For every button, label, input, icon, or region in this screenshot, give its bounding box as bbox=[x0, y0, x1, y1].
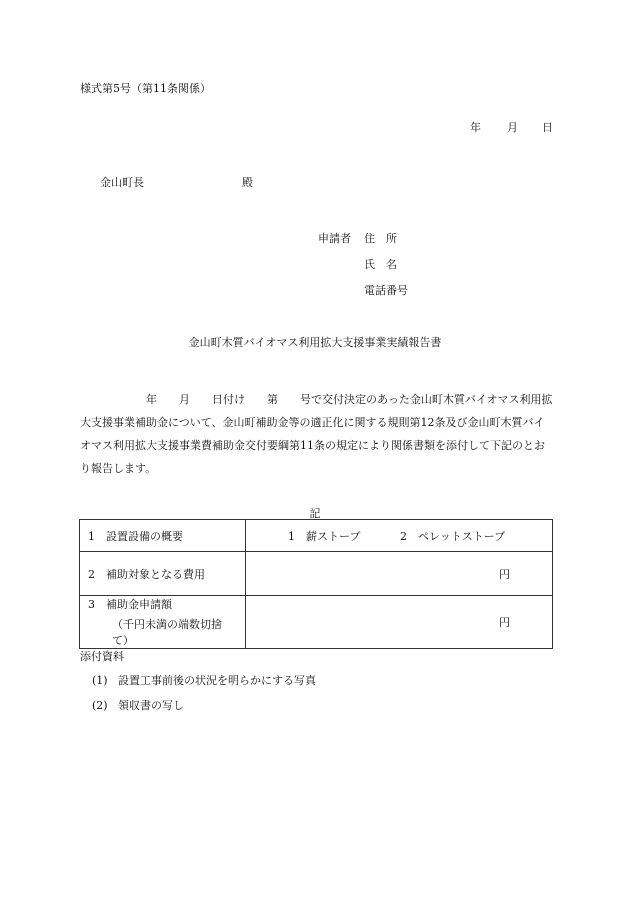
applicant-name-label: 氏 名 bbox=[364, 258, 397, 271]
addressee-name: 金山町長 bbox=[100, 176, 144, 189]
addressee bbox=[100, 174, 253, 190]
attachment-item bbox=[92, 697, 184, 713]
attachment-text: 領収書の写し bbox=[118, 699, 184, 712]
record-heading: 記 bbox=[309, 507, 321, 520]
attachment-text: 設置工事前後の状況を明らかにする写真 bbox=[118, 674, 316, 687]
application-amount-cell bbox=[80, 596, 246, 649]
summary-table bbox=[79, 519, 553, 649]
document-title: 金山町木質バイオマス利用拡大支援事業実績報告書 bbox=[188, 336, 442, 349]
applicant-label: 申請者 bbox=[318, 232, 351, 245]
addressee-honorific: 殿 bbox=[242, 176, 253, 189]
applicant-phone-label: 電話番号 bbox=[364, 284, 408, 297]
attachments-title: 添付資料 bbox=[80, 650, 124, 663]
option-wood-stove: 1 薪ストーブ bbox=[288, 529, 361, 543]
attachment-number: (1) bbox=[92, 674, 108, 687]
option-pellet-stove: 2 ペレットストーブ bbox=[399, 529, 506, 543]
table-row bbox=[80, 596, 553, 649]
application-amount-unit: 円 bbox=[246, 596, 553, 649]
eligible-cost-label: 2 補助対象となる費用 bbox=[80, 552, 246, 596]
date-month-label: 月 bbox=[507, 121, 518, 134]
equipment-options-cell bbox=[246, 520, 553, 552]
date-year-label: 年 bbox=[470, 121, 481, 134]
body-paragraph: 年 月 日付け 第 号で交付決定のあった金山町木質バイオマス利用拡大支援事業補助金について、金山町補助金等の適正化に関する規則第12条及び金山町木質バイオマス利用拡大支援事業費補助金交付要綱第11条の規定により関係書類を添付して下記のとおり報告します。 bbox=[80, 393, 553, 475]
date-line bbox=[470, 119, 553, 135]
rounding-note: （千円未満の端数切捨て） bbox=[112, 618, 222, 647]
attachment-item bbox=[92, 672, 316, 688]
date-day-label: 日 bbox=[542, 121, 553, 134]
table-row bbox=[80, 520, 553, 552]
table-row bbox=[80, 552, 553, 596]
eligible-cost-unit: 円 bbox=[246, 552, 553, 596]
application-amount-label: 3 補助金申請額 bbox=[88, 598, 172, 611]
equipment-summary-label: 1 設置設備の概要 bbox=[80, 520, 246, 552]
form-number: 様式第5号（第11条関係） bbox=[80, 82, 211, 95]
attachment-number: (2) bbox=[92, 699, 108, 712]
applicant-address-label: 住 所 bbox=[364, 232, 397, 245]
